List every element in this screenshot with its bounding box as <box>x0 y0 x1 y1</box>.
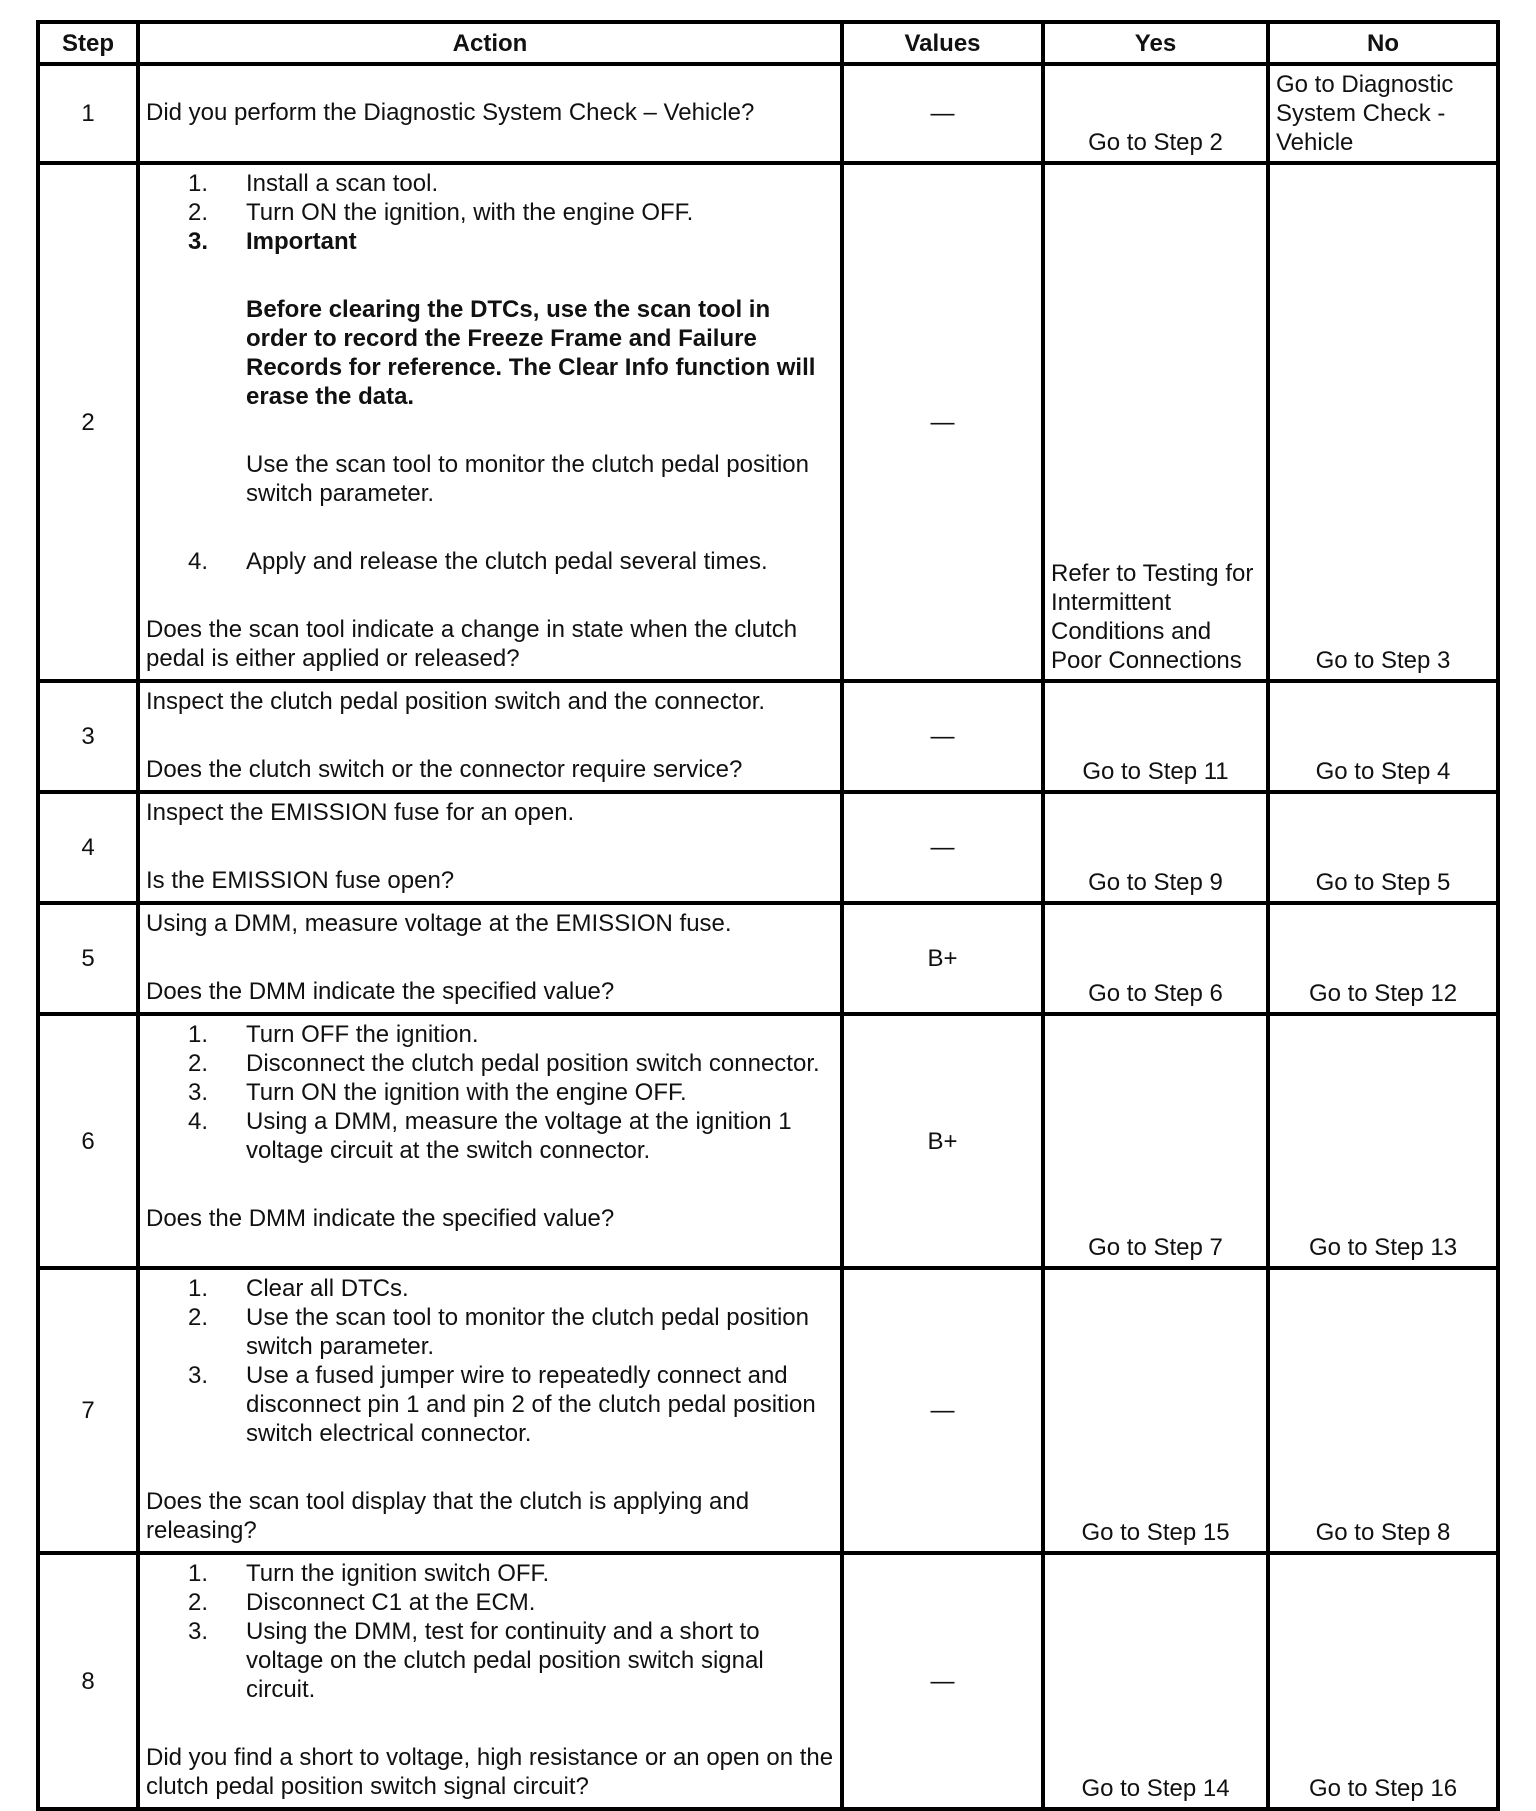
step-number: 2 <box>38 163 138 681</box>
action-cell <box>138 1014 842 1268</box>
important-text: Before clearing the DTCs, use the scan tool in order to record the Freeze Frame and Failure Records for reference. The Clear Info function will erase the data. <box>246 296 816 410</box>
list-item: Using a DMM, measure the voltage at the ignition 1 voltage circuit at the switch connector. <box>246 1108 792 1164</box>
header-values: Values <box>842 22 1043 64</box>
header-row <box>38 22 1498 64</box>
no-cell: Go to Diagnostic System Check - Vehicle <box>1268 64 1498 163</box>
value-cell: B+ <box>842 1014 1043 1268</box>
header-step: Step <box>38 22 138 64</box>
action-question: Does the DMM indicate the specified value? <box>146 978 615 1005</box>
list-item: Using the DMM, test for continuity and a short to voltage on the clutch pedal position switch signal circuit. <box>246 1618 764 1703</box>
value-cell: B+ <box>842 903 1043 1014</box>
table-row-step-5 <box>38 903 1498 1014</box>
action-text: Inspect the EMISSION fuse for an open. <box>146 799 575 826</box>
yes-cell: Go to Step 11 <box>1043 681 1268 792</box>
action-question: Does the scan tool display that the clutch is applying and releasing? <box>146 1488 750 1544</box>
diagnostic-table <box>36 20 1500 1811</box>
list-item: Use the scan tool to monitor the clutch pedal position switch parameter. <box>246 1304 809 1360</box>
yes-cell: Go to Step 14 <box>1043 1553 1268 1809</box>
table-row-step-7 <box>38 1268 1498 1553</box>
table-row-step-2 <box>38 163 1498 681</box>
action-text: Inspect the clutch pedal position switch and the connector. <box>146 688 766 715</box>
action-text: Using a DMM, measure voltage at the EMISSION fuse. <box>146 910 732 937</box>
yes-cell: Go to Step 9 <box>1043 792 1268 903</box>
list-item: Turn ON the ignition with the engine OFF. <box>246 1079 687 1106</box>
yes-cell: Go to Step 2 <box>1043 64 1268 163</box>
after-important-text: Use the scan tool to monitor the clutch pedal position switch parameter. <box>246 451 809 507</box>
action-question: Did you find a short to voltage, high resistance or an open on the clutch pedal position switch signal circuit? <box>146 1744 834 1800</box>
value-cell: — <box>842 792 1043 903</box>
action-cell <box>138 163 842 681</box>
no-cell: Go to Step 16 <box>1268 1553 1498 1809</box>
value-cell: — <box>842 1268 1043 1553</box>
action-cell <box>138 64 842 163</box>
list-item: Disconnect the clutch pedal position switch connector. <box>246 1050 820 1077</box>
action-steps-list <box>146 1274 836 1448</box>
step-number: 8 <box>38 1553 138 1809</box>
yes-cell: Go to Step 6 <box>1043 903 1268 1014</box>
action-question: Does the scan tool indicate a change in state when the clutch pedal is either applied or released? <box>146 616 798 672</box>
action-cell <box>138 1553 842 1809</box>
value-cell: — <box>842 1553 1043 1809</box>
action-steps-list <box>146 169 836 576</box>
action-cell <box>138 1268 842 1553</box>
important-label: Important <box>246 228 357 255</box>
diagnostic-table-container <box>36 20 1496 1811</box>
list-item: Turn the ignition switch OFF. <box>246 1560 550 1587</box>
table-row-step-6 <box>38 1014 1498 1268</box>
list-item: Turn ON the ignition, with the engine OFF. <box>246 199 694 226</box>
header-action: Action <box>138 22 842 64</box>
action-question: Is the EMISSION fuse open? <box>146 867 455 894</box>
no-cell: Go to Step 5 <box>1268 792 1498 903</box>
action-steps-list <box>146 1559 836 1704</box>
list-item: Turn OFF the ignition. <box>246 1021 479 1048</box>
yes-cell: Refer to Testing for Intermittent Conditions and Poor Connections <box>1043 163 1268 681</box>
value-cell: — <box>842 681 1043 792</box>
action-question: Did you perform the Diagnostic System Check – Vehicle? <box>146 99 755 126</box>
no-cell: Go to Step 4 <box>1268 681 1498 792</box>
list-item-important <box>246 227 836 508</box>
step-number: 4 <box>38 792 138 903</box>
list-item: Disconnect C1 at the ECM. <box>246 1589 536 1616</box>
list-item: Clear all DTCs. <box>246 1275 409 1302</box>
step-number: 1 <box>38 64 138 163</box>
value-cell: — <box>842 163 1043 681</box>
yes-cell: Go to Step 15 <box>1043 1268 1268 1553</box>
step-number: 6 <box>38 1014 138 1268</box>
step-number: 5 <box>38 903 138 1014</box>
no-cell: Go to Step 12 <box>1268 903 1498 1014</box>
no-cell: Go to Step 3 <box>1268 163 1498 681</box>
step-number: 7 <box>38 1268 138 1553</box>
yes-cell: Go to Step 7 <box>1043 1014 1268 1268</box>
header-yes: Yes <box>1043 22 1268 64</box>
header-no: No <box>1268 22 1498 64</box>
action-question: Does the clutch switch or the connector require service? <box>146 756 743 783</box>
action-cell <box>138 903 842 1014</box>
no-cell: Go to Step 8 <box>1268 1268 1498 1553</box>
action-cell <box>138 681 842 792</box>
step-number: 3 <box>38 681 138 792</box>
table-row-step-4 <box>38 792 1498 903</box>
no-cell: Go to Step 13 <box>1268 1014 1498 1268</box>
table-row-step-1 <box>38 64 1498 163</box>
value-cell: — <box>842 64 1043 163</box>
action-steps-list <box>146 1020 836 1165</box>
list-item: Use a fused jumper wire to repeatedly connect and disconnect pin 1 and pin 2 of the clutch pedal position switch electrical connector. <box>246 1362 816 1447</box>
table-row-step-3 <box>38 681 1498 792</box>
list-item: Apply and release the clutch pedal several times. <box>246 548 768 575</box>
table-row-step-8 <box>38 1553 1498 1809</box>
action-cell <box>138 792 842 903</box>
action-question: Does the DMM indicate the specified value? <box>146 1205 615 1232</box>
list-item: Install a scan tool. <box>246 170 439 197</box>
